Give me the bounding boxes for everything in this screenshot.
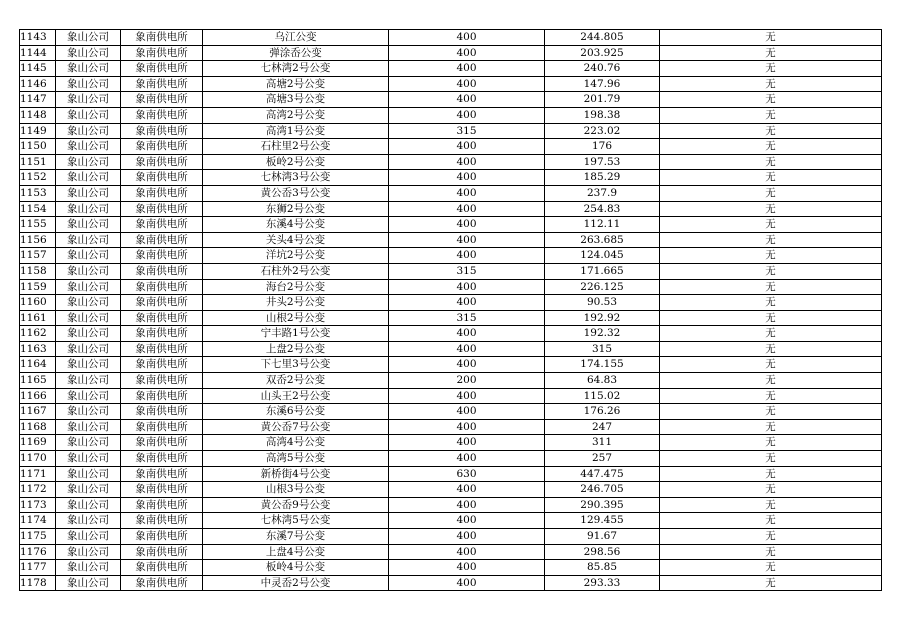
capacity-cell[interactable]: 400	[389, 482, 545, 498]
capacity-cell[interactable]: 315	[389, 310, 545, 326]
note-cell[interactable]: 无	[660, 575, 882, 591]
note-cell[interactable]: 无	[660, 435, 882, 451]
note-cell[interactable]: 无	[660, 263, 882, 279]
station-cell[interactable]: 象南供电所	[121, 123, 203, 139]
capacity-cell[interactable]: 400	[389, 357, 545, 373]
load-cell[interactable]: 203.925	[545, 45, 660, 61]
row-number-cell[interactable]: 1178	[20, 575, 56, 591]
load-cell[interactable]: 124.045	[545, 248, 660, 264]
load-cell[interactable]: 226.125	[545, 279, 660, 295]
station-cell[interactable]: 象南供电所	[121, 232, 203, 248]
table-row	[20, 139, 882, 155]
table-row	[20, 310, 882, 326]
load-cell[interactable]: 311	[545, 435, 660, 451]
transformer-name-cell[interactable]: 双岙2号公变	[203, 373, 389, 389]
note-cell[interactable]: 无	[660, 466, 882, 482]
station-cell[interactable]: 象南供电所	[121, 575, 203, 591]
note-cell[interactable]: 无	[660, 139, 882, 155]
transformer-name-cell[interactable]: 高湾5号公变	[203, 451, 389, 467]
table-row	[20, 123, 882, 139]
transformer-name-cell[interactable]: 海台2号公变	[203, 279, 389, 295]
company-cell[interactable]: 象山公司	[56, 310, 121, 326]
table-row	[20, 201, 882, 217]
station-cell[interactable]: 象南供电所	[121, 76, 203, 92]
capacity-cell[interactable]: 400	[389, 419, 545, 435]
capacity-cell[interactable]: 400	[389, 45, 545, 61]
transformer-name-cell[interactable]: 山根2号公变	[203, 310, 389, 326]
table-row	[20, 45, 882, 61]
company-cell[interactable]: 象山公司	[56, 419, 121, 435]
note-cell[interactable]: 无	[660, 232, 882, 248]
spreadsheet-page	[19, 29, 881, 591]
company-cell[interactable]: 象山公司	[56, 451, 121, 467]
transformer-name-cell[interactable]: 弹涂岙公变	[203, 45, 389, 61]
company-cell[interactable]: 象山公司	[56, 497, 121, 513]
capacity-cell[interactable]: 400	[389, 248, 545, 264]
note-cell[interactable]: 无	[660, 310, 882, 326]
load-cell[interactable]: 237.9	[545, 185, 660, 201]
row-number-cell[interactable]: 1160	[20, 295, 56, 311]
capacity-cell[interactable]: 400	[389, 560, 545, 576]
load-cell[interactable]: 91.67	[545, 529, 660, 545]
capacity-cell[interactable]: 400	[389, 107, 545, 123]
capacity-cell[interactable]: 400	[389, 529, 545, 545]
table-row	[20, 30, 882, 46]
table-row	[20, 107, 882, 123]
note-cell[interactable]: 无	[660, 248, 882, 264]
transformer-name-cell[interactable]: 山根3号公变	[203, 482, 389, 498]
table-row	[20, 544, 882, 560]
table-row	[20, 279, 882, 295]
note-cell[interactable]: 无	[660, 560, 882, 576]
table-body	[20, 30, 882, 591]
table-row	[20, 466, 882, 482]
table-row	[20, 357, 882, 373]
note-cell[interactable]: 无	[660, 529, 882, 545]
table-row	[20, 560, 882, 576]
company-cell[interactable]: 象山公司	[56, 92, 121, 108]
capacity-cell[interactable]: 400	[389, 185, 545, 201]
capacity-cell[interactable]: 400	[389, 326, 545, 342]
transformer-name-cell[interactable]: 高塘2号公变	[203, 76, 389, 92]
transformer-name-cell[interactable]: 乌江公变	[203, 30, 389, 46]
capacity-cell[interactable]: 400	[389, 217, 545, 233]
note-cell[interactable]: 无	[660, 341, 882, 357]
row-number-cell[interactable]: 1176	[20, 544, 56, 560]
capacity-cell[interactable]: 400	[389, 404, 545, 420]
load-cell[interactable]: 90.53	[545, 295, 660, 311]
capacity-cell[interactable]: 400	[389, 30, 545, 46]
capacity-cell[interactable]: 400	[389, 388, 545, 404]
capacity-cell[interactable]: 400	[389, 497, 545, 513]
row-number-cell[interactable]: 1171	[20, 466, 56, 482]
row-number-cell[interactable]: 1150	[20, 139, 56, 155]
company-cell[interactable]: 象山公司	[56, 529, 121, 545]
load-cell[interactable]: 64.83	[545, 373, 660, 389]
table-row	[20, 185, 882, 201]
capacity-cell[interactable]: 400	[389, 295, 545, 311]
capacity-cell[interactable]: 400	[389, 76, 545, 92]
company-cell[interactable]: 象山公司	[56, 201, 121, 217]
station-cell[interactable]: 象南供电所	[121, 341, 203, 357]
note-cell[interactable]: 无	[660, 295, 882, 311]
station-cell[interactable]: 象南供电所	[121, 170, 203, 186]
station-cell[interactable]: 象南供电所	[121, 529, 203, 545]
table-row	[20, 61, 882, 77]
load-cell[interactable]: 115.02	[545, 388, 660, 404]
load-cell[interactable]: 171.665	[545, 263, 660, 279]
station-cell[interactable]: 象南供电所	[121, 154, 203, 170]
transformer-name-cell[interactable]: 高湾1号公变	[203, 123, 389, 139]
table-row	[20, 92, 882, 108]
load-cell[interactable]: 447.475	[545, 466, 660, 482]
row-number-cell[interactable]: 1163	[20, 341, 56, 357]
station-cell[interactable]: 象南供电所	[121, 513, 203, 529]
row-number-cell[interactable]: 1146	[20, 76, 56, 92]
transformer-name-cell[interactable]: 中灵岙2号公变	[203, 575, 389, 591]
note-cell[interactable]: 无	[660, 497, 882, 513]
company-cell[interactable]: 象山公司	[56, 107, 121, 123]
row-number-cell[interactable]: 1162	[20, 326, 56, 342]
row-number-cell[interactable]: 1164	[20, 357, 56, 373]
transformer-name-cell[interactable]: 板岭2号公变	[203, 154, 389, 170]
load-cell[interactable]: 290.395	[545, 497, 660, 513]
company-cell[interactable]: 象山公司	[56, 341, 121, 357]
company-cell[interactable]: 象山公司	[56, 466, 121, 482]
station-cell[interactable]: 象南供电所	[121, 263, 203, 279]
row-number-cell[interactable]: 1175	[20, 529, 56, 545]
capacity-cell[interactable]: 400	[389, 513, 545, 529]
capacity-cell[interactable]: 400	[389, 544, 545, 560]
load-cell[interactable]: 293.33	[545, 575, 660, 591]
load-cell[interactable]: 240.76	[545, 61, 660, 77]
note-cell[interactable]: 无	[660, 123, 882, 139]
transformer-name-cell[interactable]: 山头王2号公变	[203, 388, 389, 404]
note-cell[interactable]: 无	[660, 30, 882, 46]
station-cell[interactable]: 象南供电所	[121, 295, 203, 311]
table-row	[20, 497, 882, 513]
transformer-name-cell[interactable]: 新桥街4号公变	[203, 466, 389, 482]
company-cell[interactable]: 象山公司	[56, 154, 121, 170]
transformer-name-cell[interactable]: 板岭4号公变	[203, 560, 389, 576]
station-cell[interactable]: 象南供电所	[121, 482, 203, 498]
row-number-cell[interactable]: 1144	[20, 45, 56, 61]
station-cell[interactable]: 象南供电所	[121, 310, 203, 326]
row-number-cell[interactable]: 1159	[20, 279, 56, 295]
capacity-cell[interactable]: 400	[389, 279, 545, 295]
table-row	[20, 575, 882, 591]
transformer-name-cell[interactable]: 七林湾5号公变	[203, 513, 389, 529]
row-number-cell[interactable]: 1156	[20, 232, 56, 248]
transformer-name-cell[interactable]: 高湾4号公变	[203, 435, 389, 451]
station-cell[interactable]: 象南供电所	[121, 419, 203, 435]
load-cell[interactable]: 85.85	[545, 560, 660, 576]
note-cell[interactable]: 无	[660, 404, 882, 420]
station-cell[interactable]: 象南供电所	[121, 451, 203, 467]
load-cell[interactable]: 223.02	[545, 123, 660, 139]
row-number-cell[interactable]: 1167	[20, 404, 56, 420]
company-cell[interactable]: 象山公司	[56, 482, 121, 498]
company-cell[interactable]: 象山公司	[56, 123, 121, 139]
note-cell[interactable]: 无	[660, 357, 882, 373]
transformer-name-cell[interactable]: 石柱里2号公变	[203, 139, 389, 155]
row-number-cell[interactable]: 1173	[20, 497, 56, 513]
table-row	[20, 529, 882, 545]
transformer-name-cell[interactable]: 上盘4号公变	[203, 544, 389, 560]
company-cell[interactable]: 象山公司	[56, 575, 121, 591]
load-cell[interactable]: 315	[545, 341, 660, 357]
load-cell[interactable]: 246.705	[545, 482, 660, 498]
station-cell[interactable]: 象南供电所	[121, 279, 203, 295]
station-cell[interactable]: 象南供电所	[121, 201, 203, 217]
capacity-cell[interactable]: 400	[389, 170, 545, 186]
transformer-name-cell[interactable]: 东狮2号公变	[203, 201, 389, 217]
row-number-cell[interactable]: 1169	[20, 435, 56, 451]
company-cell[interactable]: 象山公司	[56, 30, 121, 46]
table-row	[20, 513, 882, 529]
station-cell[interactable]: 象南供电所	[121, 45, 203, 61]
capacity-cell[interactable]: 200	[389, 373, 545, 389]
transformer-table	[19, 29, 882, 591]
station-cell[interactable]: 象南供电所	[121, 560, 203, 576]
transformer-name-cell[interactable]: 东溪6号公变	[203, 404, 389, 420]
row-number-cell[interactable]: 1155	[20, 217, 56, 233]
transformer-name-cell[interactable]: 洋坑2号公变	[203, 248, 389, 264]
company-cell[interactable]: 象山公司	[56, 76, 121, 92]
station-cell[interactable]: 象南供电所	[121, 30, 203, 46]
transformer-name-cell[interactable]: 高湾2号公变	[203, 107, 389, 123]
load-cell[interactable]: 254.83	[545, 201, 660, 217]
note-cell[interactable]: 无	[660, 451, 882, 467]
load-cell[interactable]: 192.92	[545, 310, 660, 326]
company-cell[interactable]: 象山公司	[56, 170, 121, 186]
note-cell[interactable]: 无	[660, 201, 882, 217]
capacity-cell[interactable]: 400	[389, 92, 545, 108]
capacity-cell[interactable]: 400	[389, 154, 545, 170]
load-cell[interactable]: 201.79	[545, 92, 660, 108]
table-row	[20, 248, 882, 264]
company-cell[interactable]: 象山公司	[56, 560, 121, 576]
table-row	[20, 451, 882, 467]
row-number-cell[interactable]: 1152	[20, 170, 56, 186]
row-number-cell[interactable]: 1154	[20, 201, 56, 217]
company-cell[interactable]: 象山公司	[56, 217, 121, 233]
transformer-name-cell[interactable]: 下七里3号公变	[203, 357, 389, 373]
company-cell[interactable]: 象山公司	[56, 513, 121, 529]
station-cell[interactable]: 象南供电所	[121, 92, 203, 108]
load-cell[interactable]: 198.38	[545, 107, 660, 123]
load-cell[interactable]: 244.805	[545, 30, 660, 46]
capacity-cell[interactable]: 315	[389, 263, 545, 279]
note-cell[interactable]: 无	[660, 217, 882, 233]
capacity-cell[interactable]: 630	[389, 466, 545, 482]
station-cell[interactable]: 象南供电所	[121, 373, 203, 389]
capacity-cell[interactable]: 400	[389, 435, 545, 451]
row-number-cell[interactable]: 1149	[20, 123, 56, 139]
row-number-cell[interactable]: 1153	[20, 185, 56, 201]
station-cell[interactable]: 象南供电所	[121, 61, 203, 77]
note-cell[interactable]: 无	[660, 544, 882, 560]
company-cell[interactable]: 象山公司	[56, 435, 121, 451]
transformer-name-cell[interactable]: 东溪7号公变	[203, 529, 389, 545]
load-cell[interactable]: 197.53	[545, 154, 660, 170]
table-row	[20, 435, 882, 451]
note-cell[interactable]: 无	[660, 45, 882, 61]
transformer-name-cell[interactable]: 上盘2号公变	[203, 341, 389, 357]
transformer-name-cell[interactable]: 七林湾2号公变	[203, 61, 389, 77]
table-row	[20, 341, 882, 357]
transformer-name-cell[interactable]: 黄公岙3号公变	[203, 185, 389, 201]
note-cell[interactable]: 无	[660, 513, 882, 529]
station-cell[interactable]: 象南供电所	[121, 435, 203, 451]
note-cell[interactable]: 无	[660, 76, 882, 92]
row-number-cell[interactable]: 1172	[20, 482, 56, 498]
load-cell[interactable]: 176	[545, 139, 660, 155]
row-number-cell[interactable]: 1170	[20, 451, 56, 467]
note-cell[interactable]: 无	[660, 279, 882, 295]
table-row	[20, 373, 882, 389]
company-cell[interactable]: 象山公司	[56, 263, 121, 279]
load-cell[interactable]: 176.26	[545, 404, 660, 420]
row-number-cell[interactable]: 1147	[20, 92, 56, 108]
table-row	[20, 295, 882, 311]
station-cell[interactable]: 象南供电所	[121, 139, 203, 155]
company-cell[interactable]: 象山公司	[56, 544, 121, 560]
capacity-cell[interactable]: 400	[389, 232, 545, 248]
table-row	[20, 419, 882, 435]
table-row	[20, 232, 882, 248]
company-cell[interactable]: 象山公司	[56, 139, 121, 155]
station-cell[interactable]: 象南供电所	[121, 388, 203, 404]
station-cell[interactable]: 象南供电所	[121, 497, 203, 513]
load-cell[interactable]: 112.11	[545, 217, 660, 233]
company-cell[interactable]: 象山公司	[56, 404, 121, 420]
capacity-cell[interactable]: 400	[389, 341, 545, 357]
company-cell[interactable]: 象山公司	[56, 357, 121, 373]
row-number-cell[interactable]: 1158	[20, 263, 56, 279]
table-row	[20, 76, 882, 92]
row-number-cell[interactable]: 1174	[20, 513, 56, 529]
note-cell[interactable]: 无	[660, 419, 882, 435]
company-cell[interactable]: 象山公司	[56, 295, 121, 311]
table-row	[20, 263, 882, 279]
company-cell[interactable]: 象山公司	[56, 279, 121, 295]
load-cell[interactable]: 185.29	[545, 170, 660, 186]
row-number-cell[interactable]: 1151	[20, 154, 56, 170]
note-cell[interactable]: 无	[660, 154, 882, 170]
transformer-name-cell[interactable]: 关头4号公变	[203, 232, 389, 248]
station-cell[interactable]: 象南供电所	[121, 357, 203, 373]
station-cell[interactable]: 象南供电所	[121, 466, 203, 482]
capacity-cell[interactable]: 400	[389, 139, 545, 155]
note-cell[interactable]: 无	[660, 482, 882, 498]
transformer-name-cell[interactable]: 石柱外2号公变	[203, 263, 389, 279]
table-row	[20, 404, 882, 420]
load-cell[interactable]: 129.455	[545, 513, 660, 529]
transformer-name-cell[interactable]: 井头2号公变	[203, 295, 389, 311]
note-cell[interactable]: 无	[660, 388, 882, 404]
load-cell[interactable]: 298.56	[545, 544, 660, 560]
row-number-cell[interactable]: 1177	[20, 560, 56, 576]
capacity-cell[interactable]: 400	[389, 201, 545, 217]
transformer-name-cell[interactable]: 黄公岙9号公变	[203, 497, 389, 513]
table-row	[20, 170, 882, 186]
note-cell[interactable]: 无	[660, 107, 882, 123]
company-cell[interactable]: 象山公司	[56, 388, 121, 404]
transformer-name-cell[interactable]: 七林湾3号公变	[203, 170, 389, 186]
load-cell[interactable]: 257	[545, 451, 660, 467]
note-cell[interactable]: 无	[660, 373, 882, 389]
station-cell[interactable]: 象南供电所	[121, 544, 203, 560]
company-cell[interactable]: 象山公司	[56, 185, 121, 201]
capacity-cell[interactable]: 315	[389, 123, 545, 139]
company-cell[interactable]: 象山公司	[56, 248, 121, 264]
station-cell[interactable]: 象南供电所	[121, 107, 203, 123]
row-number-cell[interactable]: 1143	[20, 30, 56, 46]
station-cell[interactable]: 象南供电所	[121, 217, 203, 233]
table-row	[20, 154, 882, 170]
table-row	[20, 388, 882, 404]
row-number-cell[interactable]: 1166	[20, 388, 56, 404]
note-cell[interactable]: 无	[660, 326, 882, 342]
transformer-name-cell[interactable]: 东溪4号公变	[203, 217, 389, 233]
table-row	[20, 482, 882, 498]
note-cell[interactable]: 无	[660, 185, 882, 201]
row-number-cell[interactable]: 1168	[20, 419, 56, 435]
company-cell[interactable]: 象山公司	[56, 326, 121, 342]
company-cell[interactable]: 象山公司	[56, 61, 121, 77]
table-row	[20, 326, 882, 342]
company-cell[interactable]: 象山公司	[56, 232, 121, 248]
station-cell[interactable]: 象南供电所	[121, 185, 203, 201]
load-cell[interactable]: 263.685	[545, 232, 660, 248]
transformer-name-cell[interactable]: 高塘3号公变	[203, 92, 389, 108]
note-cell[interactable]: 无	[660, 61, 882, 77]
row-number-cell[interactable]: 1145	[20, 61, 56, 77]
row-number-cell[interactable]: 1165	[20, 373, 56, 389]
row-number-cell[interactable]: 1157	[20, 248, 56, 264]
station-cell[interactable]: 象南供电所	[121, 248, 203, 264]
row-number-cell[interactable]: 1148	[20, 107, 56, 123]
note-cell[interactable]: 无	[660, 170, 882, 186]
table-row	[20, 217, 882, 233]
load-cell[interactable]: 147.96	[545, 76, 660, 92]
transformer-name-cell[interactable]: 黄公岙7号公变	[203, 419, 389, 435]
capacity-cell[interactable]: 400	[389, 61, 545, 77]
row-number-cell[interactable]: 1161	[20, 310, 56, 326]
station-cell[interactable]: 象南供电所	[121, 326, 203, 342]
company-cell[interactable]: 象山公司	[56, 373, 121, 389]
transformer-name-cell[interactable]: 宁丰路1号公变	[203, 326, 389, 342]
capacity-cell[interactable]: 400	[389, 575, 545, 591]
load-cell[interactable]: 174.155	[545, 357, 660, 373]
capacity-cell[interactable]: 400	[389, 451, 545, 467]
load-cell[interactable]: 247	[545, 419, 660, 435]
company-cell[interactable]: 象山公司	[56, 45, 121, 61]
note-cell[interactable]: 无	[660, 92, 882, 108]
station-cell[interactable]: 象南供电所	[121, 404, 203, 420]
load-cell[interactable]: 192.32	[545, 326, 660, 342]
